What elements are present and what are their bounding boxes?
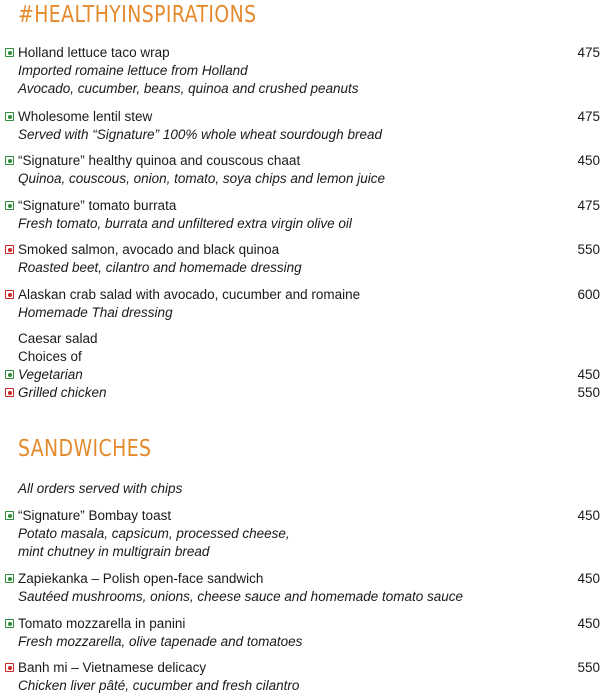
menu-item (0, 286, 616, 322)
item-description: Chicken liver pâté, cucumber and fresh cilantro (18, 678, 300, 693)
item-price: 450 (577, 616, 600, 631)
veg-icon (5, 619, 14, 628)
item-name: Caesar salad (18, 331, 98, 346)
menu-item (0, 108, 616, 144)
item-name: Holland lettuce taco wrap (18, 45, 170, 60)
item-name: Zapiekanka – Polish open-face sandwich (18, 571, 264, 586)
section-title-healthy: #HEALTHYINSPIRATIONS (18, 2, 257, 28)
item-description: Roasted beet, cilantro and homemade dressing (18, 260, 302, 275)
menu-item (0, 615, 616, 651)
menu-item (0, 507, 616, 561)
menu-item (0, 197, 616, 233)
item-name: Banh mi – Vietnamese delicacy (18, 660, 207, 675)
item-name: Smoked salmon, avocado and black quinoa (18, 242, 280, 257)
veg-icon (5, 48, 14, 57)
option-label: Grilled chicken (18, 385, 107, 400)
veg-icon (5, 156, 14, 165)
menu-item (0, 570, 616, 606)
item-price: 550 (577, 385, 600, 400)
non-veg-icon (5, 388, 14, 397)
veg-icon (5, 370, 14, 379)
item-description: Homemade Thai dressing (18, 305, 173, 320)
section-note: All orders served with chips (18, 481, 183, 496)
veg-icon (5, 201, 14, 210)
item-price: 475 (577, 45, 600, 60)
item-description: Quinoa, couscous, onion, tomato, soya chips and lemon juice (18, 171, 385, 186)
veg-icon (5, 574, 14, 583)
item-name: “Signature” healthy quinoa and couscous chaat (18, 153, 301, 168)
non-veg-icon (5, 663, 14, 672)
menu-item (0, 241, 616, 277)
item-description: Imported romaine lettuce from Holland (18, 63, 248, 78)
non-veg-icon (5, 290, 14, 299)
item-price: 450 (577, 571, 600, 586)
item-description: Fresh mozzarella, olive tapenade and tomatoes (18, 634, 303, 649)
choices-label: Choices of (18, 349, 82, 364)
menu-item-caesar (0, 330, 616, 402)
item-price: 450 (577, 367, 600, 382)
item-price: 475 (577, 198, 600, 213)
option-label: Vegetarian (18, 367, 83, 382)
veg-icon (5, 511, 14, 520)
item-description: Potato masala, capsicum, processed cheese, (18, 526, 290, 541)
item-description: Sautéed mushrooms, onions, cheese sauce and homemade tomato sauce (18, 589, 464, 604)
menu-item (0, 659, 616, 695)
item-name: Tomato mozzarella in panini (18, 616, 186, 631)
item-name: “Signature” Bombay toast (18, 508, 172, 523)
item-description: Avocado, cucumber, beans, quinoa and crushed peanuts (18, 81, 359, 96)
item-price: 600 (577, 287, 600, 302)
item-name: Alaskan crab salad with avocado, cucumber and romaine (18, 287, 361, 302)
item-name: “Signature” tomato burrata (18, 198, 177, 213)
section-title-sandwiches: SANDWICHES (18, 436, 152, 462)
veg-icon (5, 112, 14, 121)
item-description: mint chutney in multigrain bread (18, 544, 210, 559)
item-price: 450 (577, 153, 600, 168)
item-name: Wholesome lentil stew (18, 109, 153, 124)
item-price: 450 (577, 508, 600, 523)
item-price: 475 (577, 109, 600, 124)
menu-item (0, 44, 616, 98)
item-description: Served with “Signature” 100% whole wheat sourdough bread (18, 127, 382, 142)
menu-item (0, 152, 616, 188)
item-price: 550 (577, 242, 600, 257)
item-price: 550 (577, 660, 600, 675)
non-veg-icon (5, 245, 14, 254)
item-description: Fresh tomato, burrata and unfiltered extra virgin olive oil (18, 216, 352, 231)
